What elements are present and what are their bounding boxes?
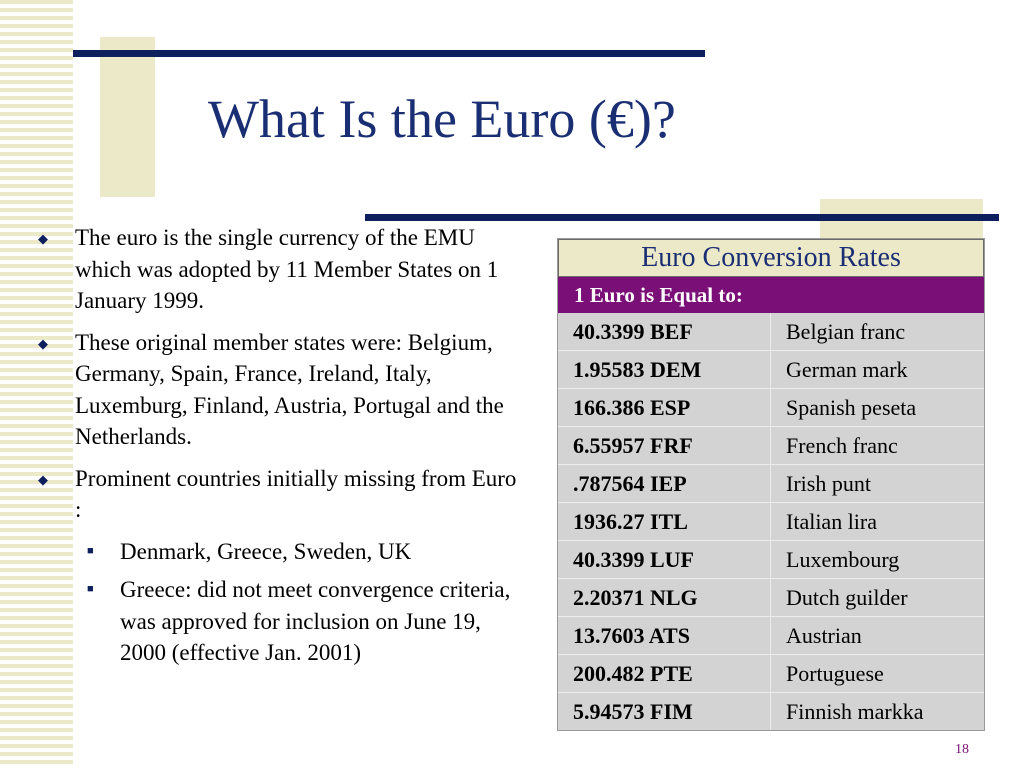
diamond-bullet-icon: ◆ xyxy=(38,335,48,351)
currency-cell: Portuguese xyxy=(786,661,884,686)
cell-divider xyxy=(770,541,771,578)
bullet-text: The euro is the single currency of the EMU which was adopted by 11 Member States on 1 January 1999. xyxy=(75,225,499,313)
sub-bullet-item xyxy=(38,574,518,669)
page-number: 18 xyxy=(955,742,969,757)
square-bullet-icon: ■ xyxy=(87,583,94,595)
sub-bullet-item xyxy=(38,536,518,568)
conversion-rates-table xyxy=(557,238,985,731)
currency-cell: German mark xyxy=(786,357,908,382)
cell-divider xyxy=(770,427,771,464)
square-bullet-icon: ■ xyxy=(87,544,94,557)
table-row xyxy=(558,313,984,351)
table-row xyxy=(558,427,984,465)
table-row xyxy=(558,617,984,655)
tan-vertical-accent xyxy=(100,37,155,197)
cell-divider xyxy=(770,579,771,616)
currency-cell: Finnish markka xyxy=(786,699,924,724)
rate-cell: 5.94573 FIM xyxy=(573,699,693,724)
cell-divider xyxy=(770,351,771,388)
currency-cell: Luxembourg xyxy=(786,547,900,572)
currency-cell: Belgian franc xyxy=(786,319,906,344)
diamond-bullet-icon: ◆ xyxy=(38,231,48,246)
currency-cell: Italian lira xyxy=(786,509,878,534)
table-row xyxy=(558,503,984,541)
rate-cell: 13.7603 ATS xyxy=(573,623,690,648)
title-top-rule xyxy=(73,50,705,57)
sub-bullet-text: Greece: did not meet convergence criteria, was approved for inclusion on June 19, 2000 (effective Jan. 2001) xyxy=(120,577,511,665)
rate-cell: 1.95583 DEM xyxy=(573,357,702,382)
bullet-text: These original member states were: Belgium, Germany, Spain, France, Ireland, Italy, Luxemburg, Finland, Austria, Portugal and the Netherlands. xyxy=(75,329,504,449)
cell-divider xyxy=(770,655,771,692)
cell-divider xyxy=(770,465,771,502)
cell-divider xyxy=(770,389,771,426)
rate-cell: 166.386 ESP xyxy=(573,395,691,420)
rate-cell: 2.20371 NLG xyxy=(573,585,698,610)
table-row xyxy=(558,693,984,730)
bullet-item xyxy=(38,327,518,453)
table-header: 1 Euro is Equal to: xyxy=(558,277,984,313)
table-row xyxy=(558,389,984,427)
bullet-item xyxy=(38,463,518,526)
rate-cell: 6.55957 FRF xyxy=(573,433,693,458)
table-row xyxy=(558,579,984,617)
table-row xyxy=(558,541,984,579)
bullet-item xyxy=(38,222,518,317)
table-row xyxy=(558,351,984,389)
currency-cell: French franc xyxy=(786,433,898,458)
cell-divider xyxy=(770,313,771,350)
currency-cell: Austrian xyxy=(786,623,862,648)
sub-bullet-text: Denmark, Greece, Sweden, UK xyxy=(120,538,412,564)
table-caption: Euro Conversion Rates xyxy=(558,239,984,277)
rate-cell: 200.482 PTE xyxy=(573,661,693,686)
bullet-text: Prominent countries initially missing from Euro : xyxy=(75,465,517,522)
currency-cell: Dutch guilder xyxy=(786,585,908,610)
currency-cell: Irish punt xyxy=(786,471,871,496)
table-row xyxy=(558,655,984,693)
cell-divider xyxy=(770,617,771,654)
rate-cell: 40.3399 BEF xyxy=(573,319,693,344)
title-bottom-rule xyxy=(365,214,999,221)
rate-cell: 1936.27 ITL xyxy=(573,509,688,534)
slide-title: What Is the Euro (€)? xyxy=(208,89,676,149)
rate-cell: .787564 IEP xyxy=(573,471,687,496)
currency-cell: Spanish peseta xyxy=(786,395,917,420)
table-row xyxy=(558,465,984,503)
rate-cell: 40.3399 LUF xyxy=(573,547,694,572)
cell-divider xyxy=(770,503,771,540)
cell-divider xyxy=(770,693,771,730)
diamond-bullet-icon: ◆ xyxy=(38,471,48,487)
bullet-list xyxy=(38,222,518,676)
